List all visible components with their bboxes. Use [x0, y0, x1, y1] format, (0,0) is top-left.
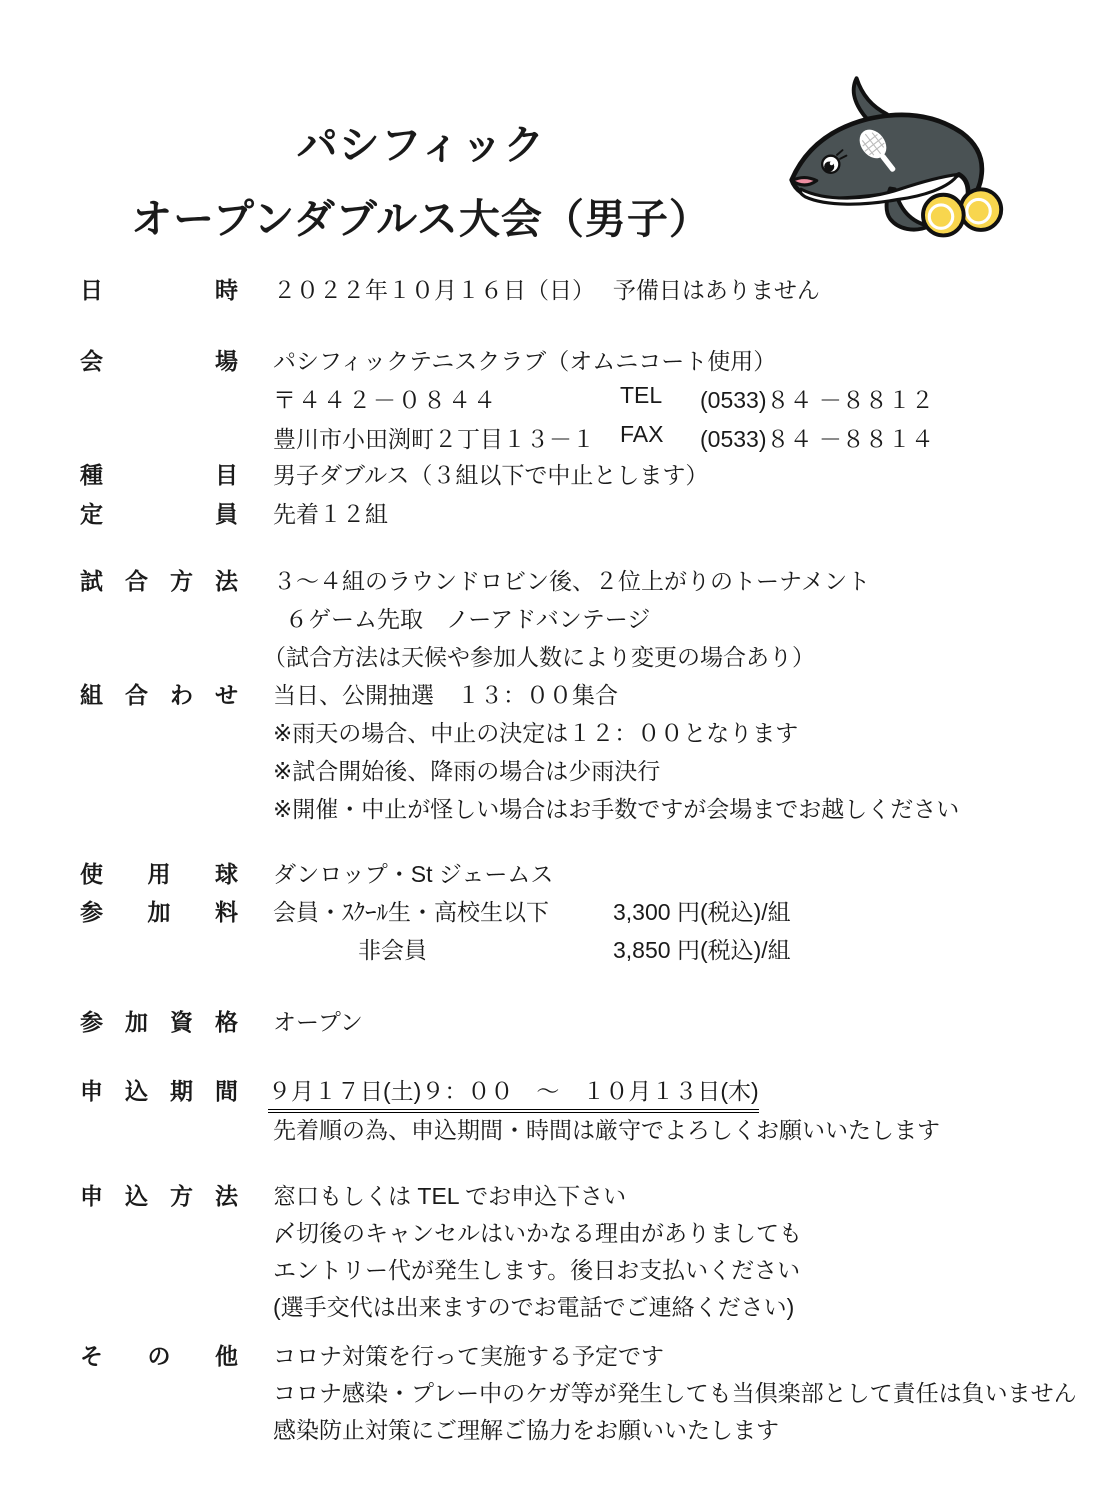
label-balls: 使 用 球 — [80, 861, 238, 887]
value-event: 男子ダブルス（３組以下で中止とします） — [273, 462, 709, 488]
label-capacity: 定 員 — [80, 501, 238, 527]
fee-tier1-price: 3,300 円(税込)/組 — [613, 899, 791, 925]
match-format-line1: ３～４組のラウンドロビン後、２位上がりのトーナメント — [273, 568, 871, 594]
match-format-line3: （試合方法は天候や参加人数により変更の場合あり） — [263, 644, 815, 670]
entry-method-line3: エントリー代が発生します。後日お支払いください — [273, 1257, 801, 1283]
venue-postal-code: 〒４４２－０８４４ — [273, 387, 498, 413]
fee-tier2: 非会員 — [358, 937, 427, 963]
venue-address: 豊川市小田渕町２丁目１３－１ — [273, 426, 595, 452]
value-balls: ダンロップ・St ジェームス — [273, 861, 554, 887]
dolphin-mouth — [792, 178, 817, 185]
label-event: 種 目 — [80, 462, 238, 488]
other-line2: コロナ感染・プレー中のケガ等が発生しても当倶楽部として責任は負いません — [273, 1380, 1077, 1406]
entry-period-dates: ９月１７日(土)９：００ ～ １０月１３日(木) — [268, 1073, 759, 1113]
dolphin-eye-highlight — [830, 162, 833, 165]
label-match-format: 試 合 方 法 — [80, 568, 238, 594]
other-line1: コロナ対策を行って実施する予定です — [273, 1343, 664, 1369]
tel-label: TEL — [620, 382, 663, 408]
label-entry-method: 申 込 方 法 — [80, 1183, 238, 1209]
dolphin-mascot-illustration — [780, 72, 1016, 244]
label-eligibility: 参 加 資 格 — [80, 1009, 238, 1035]
label-fee: 参 加 料 — [80, 899, 238, 925]
draw-line2: ※雨天の場合、中止の決定は１２：００となります — [273, 720, 799, 746]
page-subtitle: オープンダブルス大会（男子） — [131, 196, 711, 242]
value-eligibility: オープン — [273, 1009, 363, 1035]
entry-period-note: 先着順の為、申込期間・時間は厳守でよろしくお願いいたします — [273, 1117, 940, 1143]
fee-tier1: 会員・ｽｸｰﾙ生・高校生以下 — [273, 899, 549, 925]
value-venue: パシフィックテニスクラブ（オムニコート使用） — [273, 348, 777, 374]
draw-line3: ※試合開始後、降雨の場合は少雨決行 — [273, 758, 661, 784]
label-draw: 組 合 わ せ — [80, 682, 238, 708]
tel-number: (0533)８４ －８８１２ — [700, 387, 934, 413]
page-title: パシフィック — [296, 122, 546, 168]
fax-number: (0533)８４ －８８１４ — [700, 426, 934, 452]
other-line3: 感染防止対策にご理解ご協力をお願いいたします — [273, 1417, 779, 1443]
value-capacity: 先着１２組 — [273, 501, 388, 527]
label-other: そ の 他 — [80, 1343, 238, 1369]
fee-tier2-price: 3,850 円(税込)/組 — [613, 937, 791, 963]
entry-method-line4: (選手交代は出来ますのでお電話でご連絡ください) — [273, 1294, 795, 1320]
entry-method-line2: 〆切後のキャンセルはいかなる理由がありましても — [273, 1220, 802, 1246]
draw-line1: 当日、公開抽選 １３：００集合 — [273, 682, 618, 708]
fax-label: FAX — [620, 421, 664, 447]
match-format-line2: ６ゲーム先取 ノーアドバンテージ — [285, 606, 651, 632]
tennis-ball-right — [961, 189, 1002, 230]
label-entry-period: 申 込 期 間 — [80, 1078, 238, 1104]
entry-method-line1: 窓口もしくは TEL でお申込下さい — [273, 1183, 627, 1209]
label-datetime: 日 時 — [80, 277, 238, 303]
tennis-ball-left — [923, 195, 964, 236]
label-venue: 会 場 — [80, 348, 238, 374]
value-datetime: ２０２２年１０月１６日（日） 予備日はありません — [273, 277, 820, 303]
draw-line4: ※開催・中止が怪しい場合はお手数ですが会場までお越しください — [273, 796, 960, 822]
